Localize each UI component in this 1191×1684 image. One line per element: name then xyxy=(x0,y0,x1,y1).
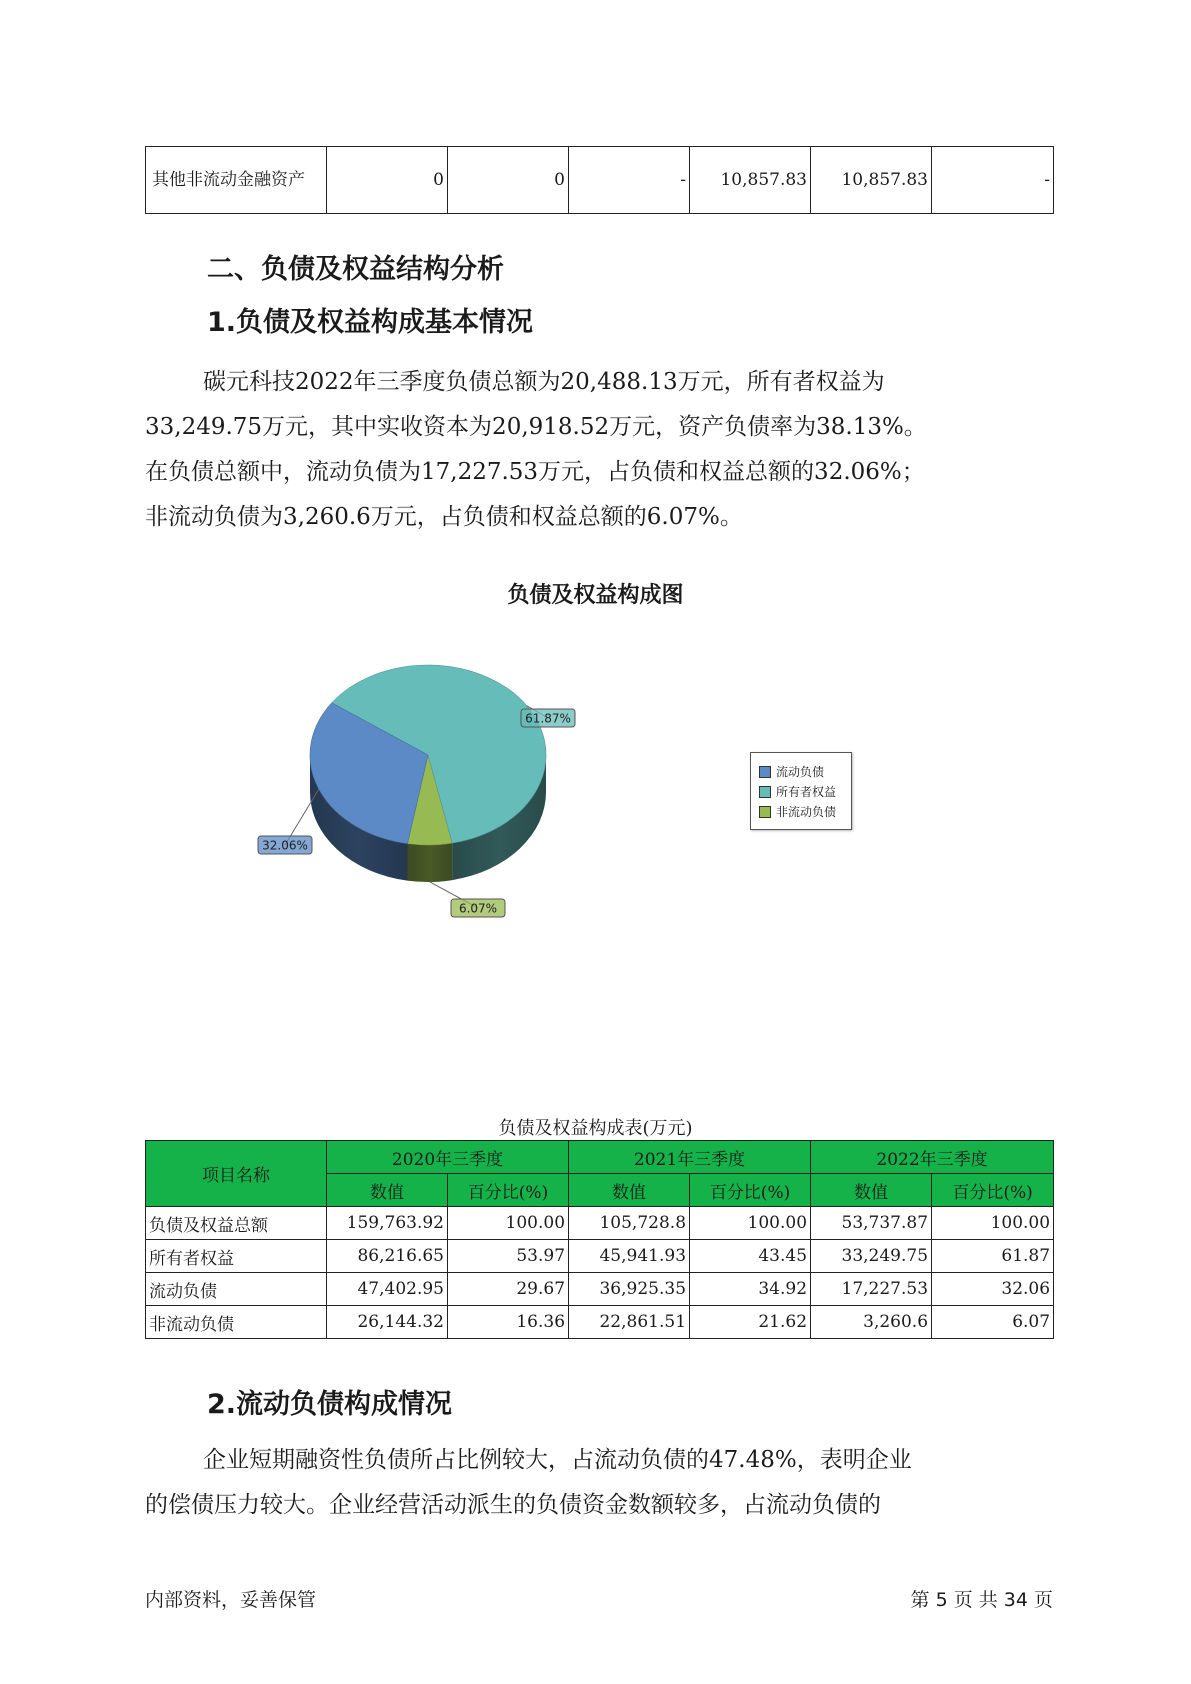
legend-swatch xyxy=(759,786,771,798)
table-row xyxy=(146,1273,1054,1306)
data-label: 61.87% xyxy=(525,711,571,726)
table-cell: 43.45 xyxy=(690,1240,811,1273)
legend-item xyxy=(759,763,824,780)
column-header: 项目名称 xyxy=(146,1141,327,1207)
table-cell: 53,737.87 xyxy=(811,1207,932,1240)
table-cell: - xyxy=(932,147,1054,214)
legend-label: 所有者权益 xyxy=(776,785,837,799)
page-number: 第 5 页 共 34 页 xyxy=(910,1589,1053,1611)
table-cell: 22,861.51 xyxy=(569,1306,690,1339)
legend-swatch xyxy=(759,806,771,818)
table-cell: 21.62 xyxy=(690,1306,811,1339)
row-name: 非流动负债 xyxy=(146,1306,327,1339)
footer-note: 内部资料，妥善保管 xyxy=(145,1589,317,1611)
para-line: 企业短期融资性负债所占比例较大，占流动负债的47.48%，表明企业 xyxy=(203,1447,912,1473)
para-line: 的偿债压力较大。企业经营活动派生的负债资金数额较多，占流动负债的 xyxy=(145,1492,881,1518)
row-name: 流动负债 xyxy=(146,1273,327,1306)
structure-table xyxy=(145,1140,1054,1339)
table-cell: 61.87 xyxy=(932,1240,1054,1273)
table-header-row xyxy=(146,1141,1054,1174)
table-cell: 86,216.65 xyxy=(327,1240,448,1273)
row-name: 其他非流动金融资产 xyxy=(146,147,327,214)
table-row xyxy=(146,1306,1054,1339)
row-name: 所有者权益 xyxy=(146,1240,327,1273)
table-cell: 105,728.8 xyxy=(569,1207,690,1240)
column-header: 数值 xyxy=(327,1174,448,1207)
table-cell: 32.06 xyxy=(932,1273,1054,1306)
table-cell: 159,763.92 xyxy=(327,1207,448,1240)
table-cell: 10,857.83 xyxy=(811,147,932,214)
table-row xyxy=(146,147,1054,214)
legend-item xyxy=(759,803,836,820)
paragraph xyxy=(145,1438,1055,1528)
column-header: 2020年三季度 xyxy=(327,1141,569,1174)
paragraph xyxy=(145,360,1055,540)
chart-legend xyxy=(750,752,852,830)
column-header: 百分比(%) xyxy=(690,1174,811,1207)
table-cell: 100.00 xyxy=(690,1207,811,1240)
section-heading: 二、负债及权益结构分析 xyxy=(207,254,504,285)
table-cell: 100.00 xyxy=(448,1207,569,1240)
legend-item xyxy=(759,783,836,800)
data-label: 6.07% xyxy=(458,901,498,916)
column-header: 2022年三季度 xyxy=(811,1141,1054,1174)
para-line: 在负债总额中，流动负债为17,227.53万元，占负债和权益总额的32.06%； xyxy=(145,459,925,485)
subsection-heading: 1.负债及权益构成基本情况 xyxy=(207,307,534,338)
table-cell: - xyxy=(569,147,690,214)
table-cell: 36,925.35 xyxy=(569,1273,690,1306)
table-cell: 17,227.53 xyxy=(811,1273,932,1306)
para-line: 碳元科技2022年三季度负债总额为20,488.13万元，所有者权益为 xyxy=(203,369,885,395)
table-cell: 26,144.32 xyxy=(327,1306,448,1339)
table-row xyxy=(146,1240,1054,1273)
pie-tops xyxy=(310,665,546,845)
column-header: 数值 xyxy=(569,1174,690,1207)
top-table xyxy=(145,146,1054,214)
table-cell: 33,249.75 xyxy=(811,1240,932,1273)
row-name: 负债及权益总额 xyxy=(146,1207,327,1240)
table-cell: 100.00 xyxy=(932,1207,1054,1240)
pie-chart xyxy=(0,600,1191,920)
data-label: 32.06% xyxy=(262,838,308,853)
table-cell: 53.97 xyxy=(448,1240,569,1273)
legend-label: 非流动负债 xyxy=(776,805,837,819)
column-header: 2021年三季度 xyxy=(569,1141,811,1174)
subsection-heading: 2.流动负债构成情况 xyxy=(207,1389,453,1420)
legend-swatch xyxy=(759,766,771,778)
chart-title: 负债及权益构成图 xyxy=(507,583,684,608)
column-header: 百分比(%) xyxy=(448,1174,569,1207)
column-header: 数值 xyxy=(811,1174,932,1207)
table-cell: 34.92 xyxy=(690,1273,811,1306)
para-line: 33,249.75万元，其中实收资本为20,918.52万元，资产负债率为38.13%。 xyxy=(145,414,927,440)
legend-label: 流动负债 xyxy=(776,765,825,779)
table-cell: 45,941.93 xyxy=(569,1240,690,1273)
table-cell: 3,260.6 xyxy=(811,1306,932,1339)
table-row xyxy=(146,1207,1054,1240)
table-cell: 10,857.83 xyxy=(690,147,811,214)
table-cell: 16.36 xyxy=(448,1306,569,1339)
pie-side-shade xyxy=(408,843,453,882)
table-cell: 6.07 xyxy=(932,1306,1054,1339)
table-cell: 0 xyxy=(448,147,569,214)
table-cell: 0 xyxy=(327,147,448,214)
table-cell: 29.67 xyxy=(448,1273,569,1306)
para-line: 非流动负债为3,260.6万元，占负债和权益总额的6.07%。 xyxy=(145,504,743,530)
table-caption: 负债及权益构成表(万元) xyxy=(498,1118,693,1139)
table-cell: 47,402.95 xyxy=(327,1273,448,1306)
column-header: 百分比(%) xyxy=(932,1174,1054,1207)
